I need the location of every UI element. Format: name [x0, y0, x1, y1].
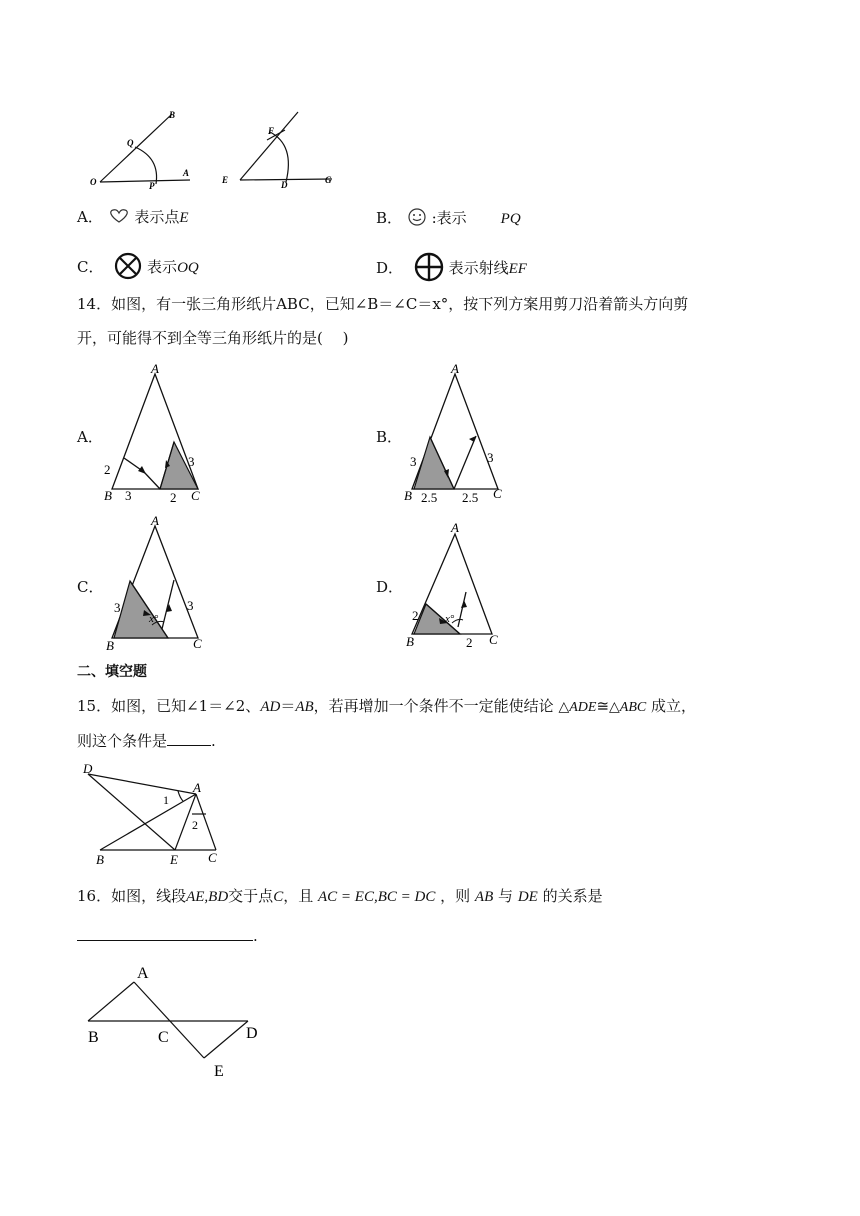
q16-figure	[80, 960, 280, 1082]
q15-line1: 15．如图，已知∠1＝∠2、AD＝AB，若再增加一个条件不一定能使结论 △ADE≅△ABC 成立，	[77, 697, 697, 715]
smiley-icon	[407, 207, 427, 227]
q16-label-b: B	[88, 1029, 99, 1046]
q16-answer-blank[interactable]	[77, 926, 253, 941]
q14d-side-2-bottom: 2	[466, 635, 473, 650]
circle-x-icon	[114, 252, 142, 280]
label-q: Q	[127, 138, 134, 148]
q13-option-b[interactable]: B． :表示 PQ	[376, 209, 521, 227]
q15-label-e: E	[170, 852, 178, 867]
q14-line1: 14．如图，有一张三角形纸片ABC，已知∠B＝∠C＝x°，按下列方案用剪刀沿着箭头方向剪	[77, 295, 689, 313]
q14c-label-b: B	[106, 638, 114, 653]
label-b: B	[169, 110, 176, 120]
q14a-label-b: B	[104, 488, 112, 503]
section-title: 二、填空题	[77, 664, 147, 680]
label-p: P	[149, 181, 155, 191]
q14d-label-c: C	[489, 632, 498, 647]
q15-angle-2: 2	[192, 818, 198, 832]
angle-efg-construction	[240, 112, 332, 182]
q16-line2: .	[77, 926, 258, 946]
label-d: D	[281, 180, 288, 190]
q14b-side-25-left: 2.5	[421, 490, 438, 505]
q14a-side-3-bottom: 3	[125, 488, 132, 503]
q15-answer-blank[interactable]	[167, 731, 211, 746]
q14c-label-c: C	[193, 636, 202, 651]
q14a-side-3-right: 3	[188, 454, 195, 469]
q14b-label-b: B	[404, 488, 412, 503]
q15-label-a: A	[193, 780, 201, 795]
q14a-side-2-left: 2	[104, 462, 111, 477]
q15-label-c: C	[208, 850, 217, 865]
q14a-side-2-bottom: 2	[170, 490, 177, 505]
q14b-side-3-left: 3	[410, 454, 417, 469]
q13-figure	[80, 100, 360, 195]
q14a-label-a: A	[151, 362, 159, 376]
q14-option-c-figure	[100, 512, 220, 657]
q15-line2: 则这个条件是 .	[77, 732, 216, 750]
q14-option-b-figure	[400, 362, 520, 507]
q14d-label-a: A	[451, 520, 459, 535]
label-o: O	[90, 177, 97, 187]
q16-label-c: C	[158, 1029, 169, 1046]
q14-line2: 开，可能得不到全等三角形纸片的是( )	[77, 329, 349, 347]
label-f: F	[268, 126, 275, 136]
q14-option-d-letter[interactable]: D．	[376, 578, 404, 596]
q15-label-d: D	[83, 761, 93, 776]
label-a: A	[183, 168, 190, 178]
label-e: E	[222, 175, 229, 185]
q14c-side-3-right: 3	[187, 598, 194, 613]
q14c-angle-label: x°	[149, 613, 159, 625]
q15-label-b: B	[96, 852, 104, 867]
angle-aob-construction	[100, 114, 190, 184]
q14d-side-2-left: 2	[412, 608, 419, 623]
q14-option-a-letter[interactable]: A．	[77, 428, 103, 446]
q14-option-d-figure	[400, 512, 520, 657]
q13-option-d[interactable]: D． 表示射线EF	[376, 252, 527, 282]
q14c-label-a: A	[151, 513, 159, 528]
q14-option-a-figure	[100, 362, 220, 507]
q14b-label-c: C	[493, 486, 502, 501]
q14a-label-c: C	[191, 488, 200, 503]
q16-label-e: E	[214, 1063, 224, 1080]
q14d-angle-label: x°	[445, 613, 455, 625]
q16-label-a: A	[137, 965, 149, 982]
q15-angle-1: 1	[163, 793, 169, 807]
heart-icon	[108, 208, 130, 224]
circle-plus-icon	[414, 252, 444, 282]
q14d-label-b: B	[406, 634, 414, 649]
q13-option-c[interactable]: C． 表示OQ	[77, 252, 199, 280]
label-g: G	[325, 175, 332, 185]
q14b-side-25-right: 2.5	[462, 490, 479, 505]
q14c-side-3-left: 3	[114, 600, 121, 615]
q13-option-a[interactable]: A． 表示点E	[77, 208, 189, 226]
q16-line1: 16．如图，线段AE,BD交于点C，且 AC = EC,BC = DC ，则 AB 与 DE 的关系是	[77, 887, 603, 905]
q16-label-d: D	[246, 1025, 258, 1042]
q15-figure	[78, 758, 228, 868]
q14-option-b-letter[interactable]: B．	[376, 428, 403, 446]
q14-option-c-letter[interactable]: C．	[77, 578, 104, 596]
q14b-label-a: A	[451, 362, 459, 376]
q14b-side-3-right: 3	[487, 450, 494, 465]
